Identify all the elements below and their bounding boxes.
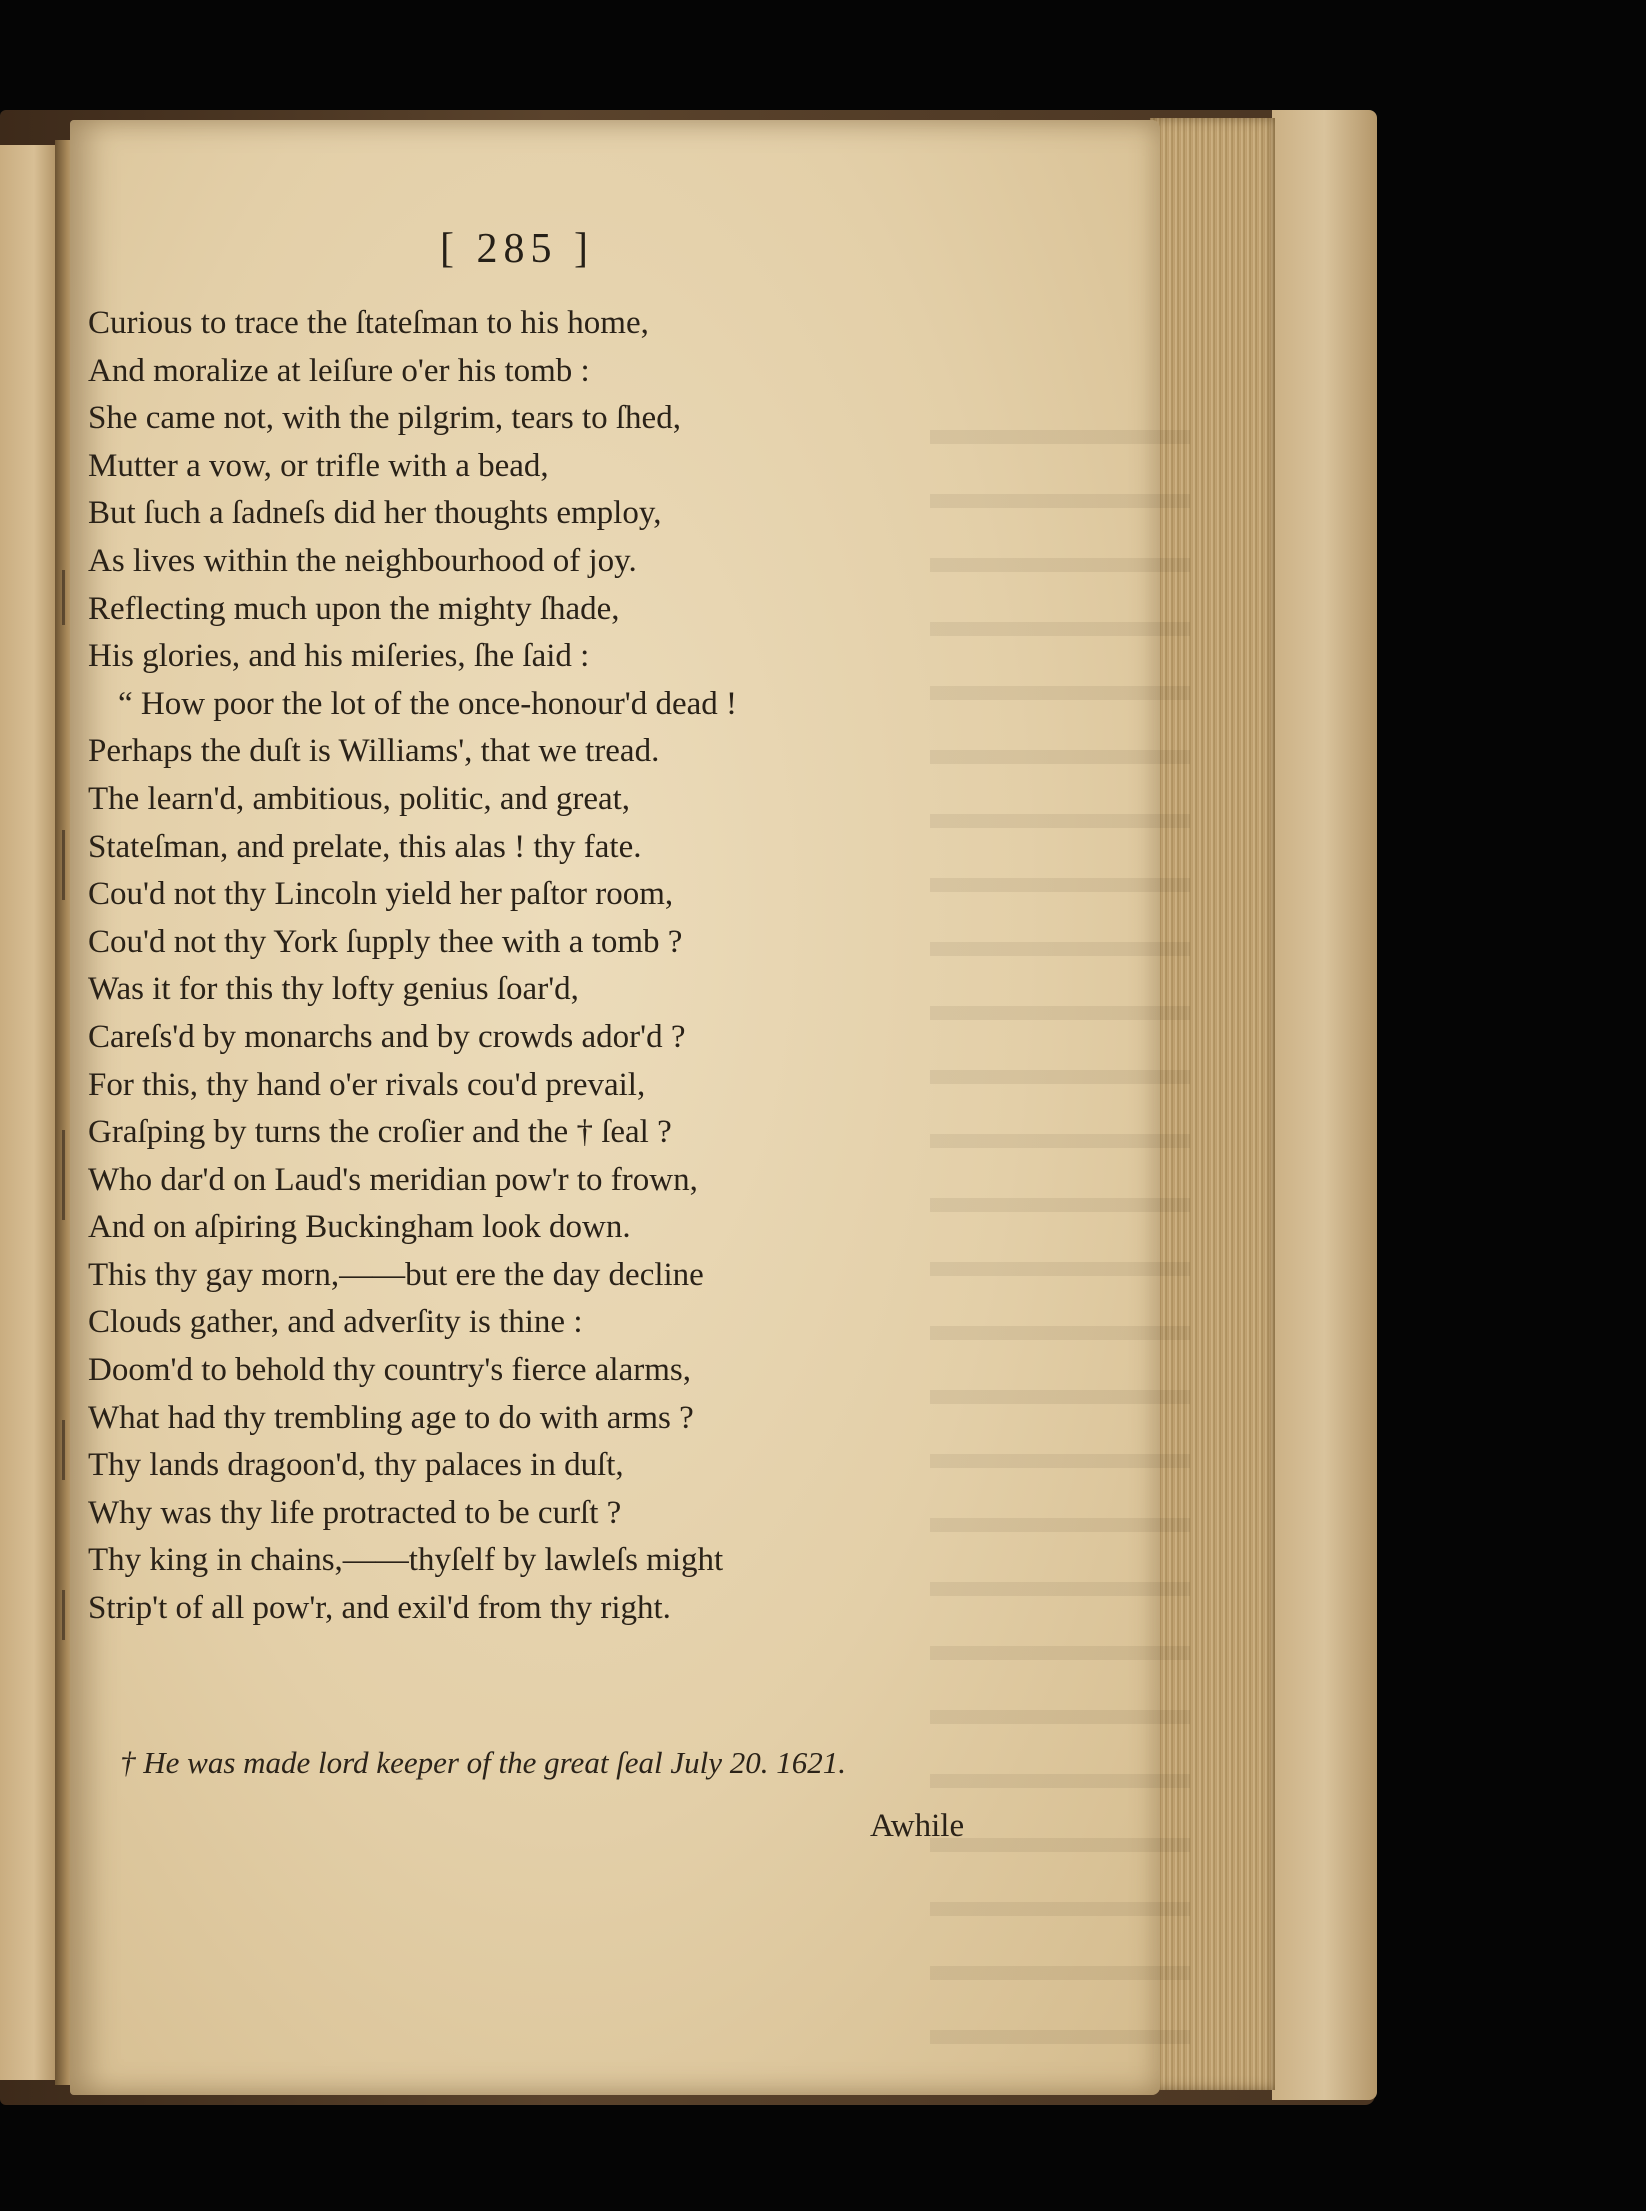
poem-line: Why was thy life protracted to be curſt ?	[88, 1494, 622, 1531]
catchword: Awhile	[870, 1808, 965, 1844]
poem-line: But ſuch a ſadneſs did her thoughts employ,	[88, 495, 662, 532]
poem-line: Thy lands dragoon'd, thy palaces in duſt,	[88, 1447, 624, 1484]
poem-line: The learn'd, ambitious, politic, and great,	[88, 780, 631, 817]
left-page-edge	[0, 145, 62, 2080]
margin-mark	[62, 830, 65, 900]
poem-text	[88, 300, 888, 1633]
board-edge	[1272, 110, 1377, 2100]
poem-line: Perhaps the duſt is Williams', that we tread.	[88, 733, 660, 770]
poem-line: As lives within the neighbourhood of joy.	[88, 542, 637, 579]
poem-line: Was it for this thy lofty genius ſoar'd,	[88, 971, 579, 1008]
show-through	[930, 400, 1190, 2050]
poem-line: And on aſpiring Buckingham look down.	[88, 1209, 631, 1246]
poem-line: Mutter a vow, or trifle with a bead,	[88, 447, 549, 484]
poem-line: Cou'd not thy Lincoln yield her paſtor room,	[88, 876, 674, 913]
page-number: [ 285 ]	[440, 226, 594, 272]
poem-line: Graſping by turns the croſier and the † ſeal ?	[88, 1114, 672, 1151]
poem-line: His glories, and his miſeries, ſhe ſaid :	[88, 638, 590, 675]
poem-line: And moralize at leiſure o'er his tomb :	[88, 352, 590, 389]
poem-line: Who dar'd on Laud's meridian pow'r to frown,	[88, 1161, 698, 1198]
poem-line: Doom'd to behold thy country's fierce alarms,	[88, 1352, 691, 1389]
margin-mark	[62, 1130, 65, 1220]
poem-line: Cou'd not thy York ſupply thee with a tomb ?	[88, 923, 683, 960]
footnote: † He was made lord keeper of the great ſeal July 20. 1621.	[120, 1745, 847, 1780]
poem-line: Stateſman, and prelate, this alas ! thy fate.	[88, 828, 642, 865]
poem-line: Curious to trace the ſtateſman to his home,	[88, 305, 649, 341]
poem-line: “ How poor the lot of the once-honour'd dead !	[118, 685, 738, 722]
poem-line: Thy king in chains,——thyſelf by lawleſs might	[88, 1542, 724, 1579]
poem-line: What had thy trembling age to do with arms ?	[88, 1399, 694, 1436]
poem-line: For this, thy hand o'er rivals cou'd prevail,	[88, 1066, 646, 1103]
margin-mark	[62, 1590, 65, 1640]
poem-line: Clouds gather, and adverſity is thine :	[88, 1304, 583, 1341]
poem-line: Reflecting much upon the mighty ſhade,	[88, 590, 620, 627]
margin-mark	[62, 570, 65, 625]
poem-line: Strip't of all pow'r, and exil'd from thy right.	[88, 1590, 671, 1627]
margin-mark	[62, 1420, 65, 1480]
poem-line: She came not, with the pilgrim, tears to ſhed,	[88, 400, 681, 437]
poem-line: This thy gay morn,——but ere the day decline	[88, 1256, 704, 1293]
poem-line: Careſs'd by monarchs and by crowds ador'd ?	[88, 1018, 686, 1055]
